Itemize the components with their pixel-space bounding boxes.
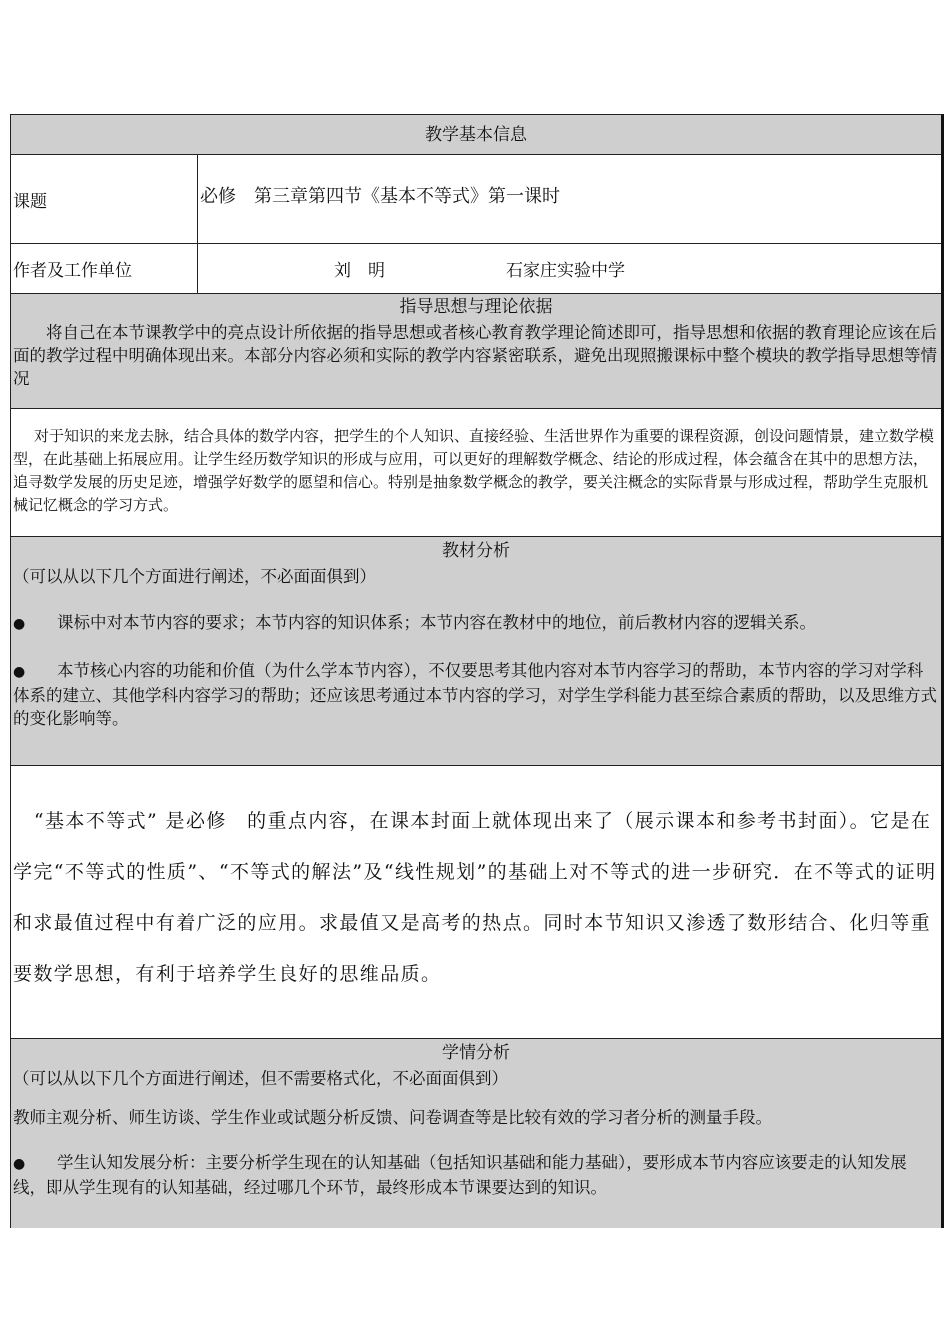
guiding-instruction: 将自己在本节课教学中的亮点设计所依据的指导思想或者核心教育教学理论简述即可，指导思想和依据的教育理论应该在后面的教学过程中明确体现出来。本部分内容必须和实际的教学内容紧密联系，避免出现照搬课标中整个模块的教学指导思想等情况 xyxy=(13,323,937,388)
guiding-content xyxy=(11,409,941,537)
lesson-plan-table xyxy=(10,114,944,1228)
author-school: 石家庄实验中学 xyxy=(506,261,625,281)
section-basic-info-header xyxy=(11,115,941,155)
section-title: 指导思想与理论依据 xyxy=(399,297,553,317)
learner-bullet-1 xyxy=(11,1151,941,1199)
author-label: 作者及工作单位 xyxy=(11,244,198,293)
material-bullet-2 xyxy=(11,659,941,730)
material-text: “基本不等式” 是必修 的重点内容，在课本封面上就体现出来了（展示课本和参考书封面）。它是在学完“不等式的性质”、“不等式的解法”及“线性规划”的基础上对不等式的进一步研究．在不等式的证明和求最值过程中有着广泛的应用。求最值又是高考的热点。同时本节知识又渗透了数形结合、化归等重要数学思想，有利于培养学生良好的思维品质。 xyxy=(13,810,937,985)
section-title: 学情分析 xyxy=(442,1043,510,1063)
section-material xyxy=(11,537,941,766)
material-bullet-1 xyxy=(11,607,941,659)
bullet-icon xyxy=(13,1151,57,1176)
bullet-text: 本节核心内容的功能和价值（为什么学本节内容），不仅要思考其他内容对本节内容学习的帮助，本节内容的学习对学科体系的建立、其他学科内容学习的帮助；还应该思考通过本节内容的学习，对学生学科能力甚至综合素质的帮助，以及思维方式的变化影响等。 xyxy=(13,661,937,728)
author-row xyxy=(11,244,941,294)
section-title: 教学基本信息 xyxy=(425,125,527,145)
material-note: （可以从以下几个方面进行阐述，不必面面俱到） xyxy=(13,567,376,586)
guiding-text: 对于知识的来龙去脉，结合具体的数学内容，把学生的个人知识、直接经验、生活世界作为重要的课程资源，创设问题情景，建立数学模型，在此基础上拓展应用。让学生经历数学知识的形成与应用，可以更好的理解数学概念、结论的形成过程，体会蕴含在其中的思想方法，追寻数学发展的历史足迹，增强学好数学的愿望和信心。特别是抽象数学概念的教学，要关注概念的实际背景与形成过程，帮助学生克服机械记忆概念的学习方式。 xyxy=(13,427,935,514)
bullet-text: 课标中对本节内容的要求；本节内容的知识体系；本节内容在教材中的地位，前后教材内容的逻辑关系。 xyxy=(57,613,816,632)
material-content xyxy=(11,766,941,1039)
learner-line: 教师主观分析、师生访谈、学生作业或试题分析反馈、问卷调查等是比较有效的学习者分析的测量手段。 xyxy=(13,1108,772,1127)
bullet-icon xyxy=(13,611,57,636)
bullet-icon xyxy=(13,659,57,684)
author-value xyxy=(198,244,941,293)
course-row xyxy=(11,155,941,244)
bullet-text: 学生认知发展分析：主要分析学生现在的认知基础（包括知识基础和能力基础），要形成本节内容应该要走的认知发展线，即从学生现有的认知基础，经过哪几个环节，最终形成本节课要达到的知识。 xyxy=(13,1153,907,1197)
course-label: 课题 xyxy=(11,155,198,243)
author-name: 刘 明 xyxy=(334,261,385,281)
section-title: 教材分析 xyxy=(442,541,510,561)
learner-note: （可以从以下几个方面进行阐述，但不需要格式化，不必面面俱到） xyxy=(13,1069,508,1088)
section-guiding xyxy=(11,294,941,409)
course-value: 必修 第三章第四节《基本不等式》第一课时 xyxy=(200,186,560,207)
section-learner xyxy=(11,1039,941,1228)
